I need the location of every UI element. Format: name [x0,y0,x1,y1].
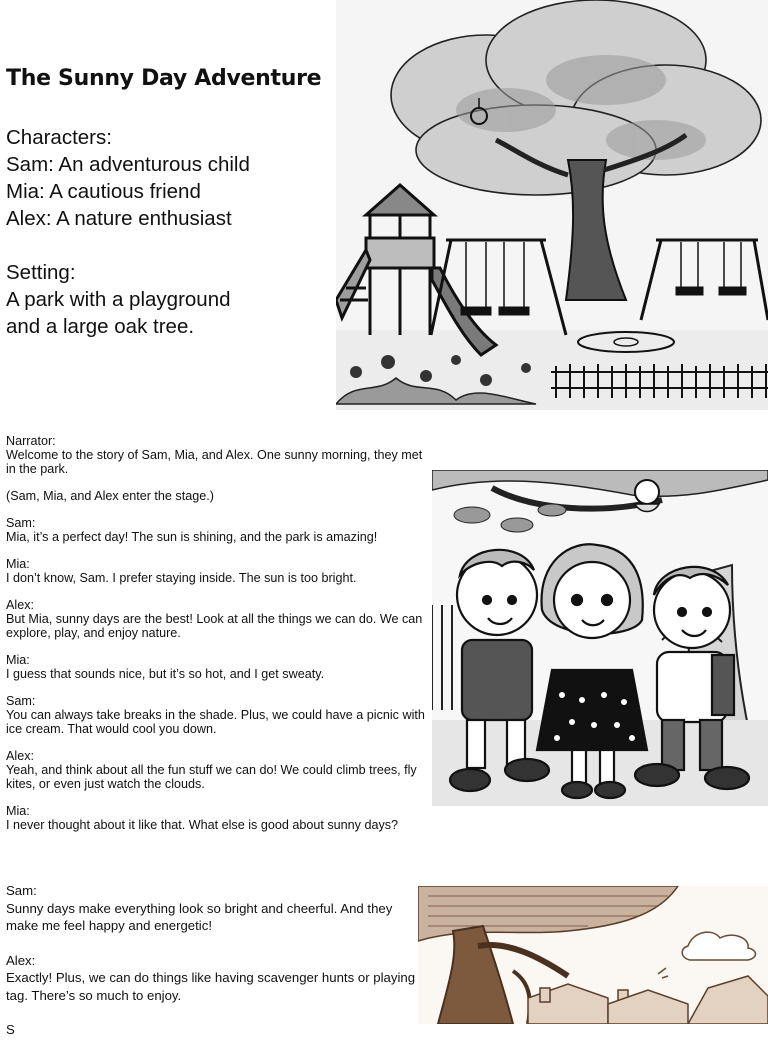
speech-mia [6,653,430,681]
speech-alex [6,952,418,1005]
setting-heading: Setting: [6,261,76,284]
speaker-name: Mia: [6,557,30,571]
speech-text: But Mia, sunny days are the best! Look at all the things we can do. We can explore, play, and enjoy nature. [6,612,423,640]
stage-direction [6,489,430,503]
speech-text: Mia, it’s a perfect day! The sun is shining, and the park is amazing! [6,530,378,544]
dialogue-script-lower [6,882,418,1056]
setting-line: and a large oak tree. [6,315,195,338]
speech-text: Exactly! Plus, we can do things like having scavenger hunts or playing tag. There’s so much to enjoy. [6,970,416,1003]
speech-mia [6,557,430,585]
speech-text: I don’t know, Sam. I prefer staying inside. The sun is too bright. [6,571,357,585]
speaker-name: Alex: [6,952,36,968]
speech-sam [6,882,418,935]
three-children-illustration [432,470,768,806]
speaker-name: Alex: [6,598,34,612]
speaker-name: Alex: [6,749,34,763]
character-alex: Alex: A nature enthusiast [6,207,232,230]
speech-alex [6,749,430,791]
speaker-name: Narrator: [6,434,56,448]
speaker-name: Mia: [6,653,30,667]
speaker-name: S [6,1022,15,1037]
playground-oak-tree-illustration [336,0,768,410]
speaker-name: Mia: [6,804,30,818]
speaker-name: Sam: [6,516,36,530]
speech-text: You can always take breaks in the shade. Plus, we could have a picnic with ice cream. That would cool you down. [6,708,425,736]
speaker-name: Sam: [6,883,37,898]
setting-line: A park with a playground [6,288,231,311]
speech-text: Welcome to the story of Sam, Mia, and Alex. One sunny morning, they met in the park. [6,448,423,476]
speech-sam [6,516,430,544]
character-mia: Mia: A cautious friend [6,180,201,203]
characters-heading: Characters: [6,126,112,149]
speaker-name: Sam: [6,694,36,708]
dialogue-script [6,434,430,845]
intro-block [6,124,326,340]
speech-text: Sunny days make everything look so bright and cheerful. And they make me feel happy and energetic! [6,900,393,933]
speech-alex [6,598,430,640]
village-tree-illustration [418,886,768,1024]
speech-text: Yeah, and think about all the fun stuff we can do! We could climb trees, fly kites, or even just watch the clouds. [6,763,417,791]
speech-text: I never thought about it like that. What else is good about sunny days? [6,818,399,832]
speech-mia [6,804,430,832]
character-sam: Sam: An adventurous child [6,153,250,176]
speech-text: I guess that sounds nice, but it’s so hot, and I get sweaty. [6,667,325,681]
page-title: The Sunny Day Adventure [6,66,322,91]
intro-spacer [6,232,326,259]
speech-sam [6,694,430,736]
speech-narrator [6,434,430,476]
stage-direction-text: (Sam, Mia, and Alex enter the stage.) [6,489,214,503]
